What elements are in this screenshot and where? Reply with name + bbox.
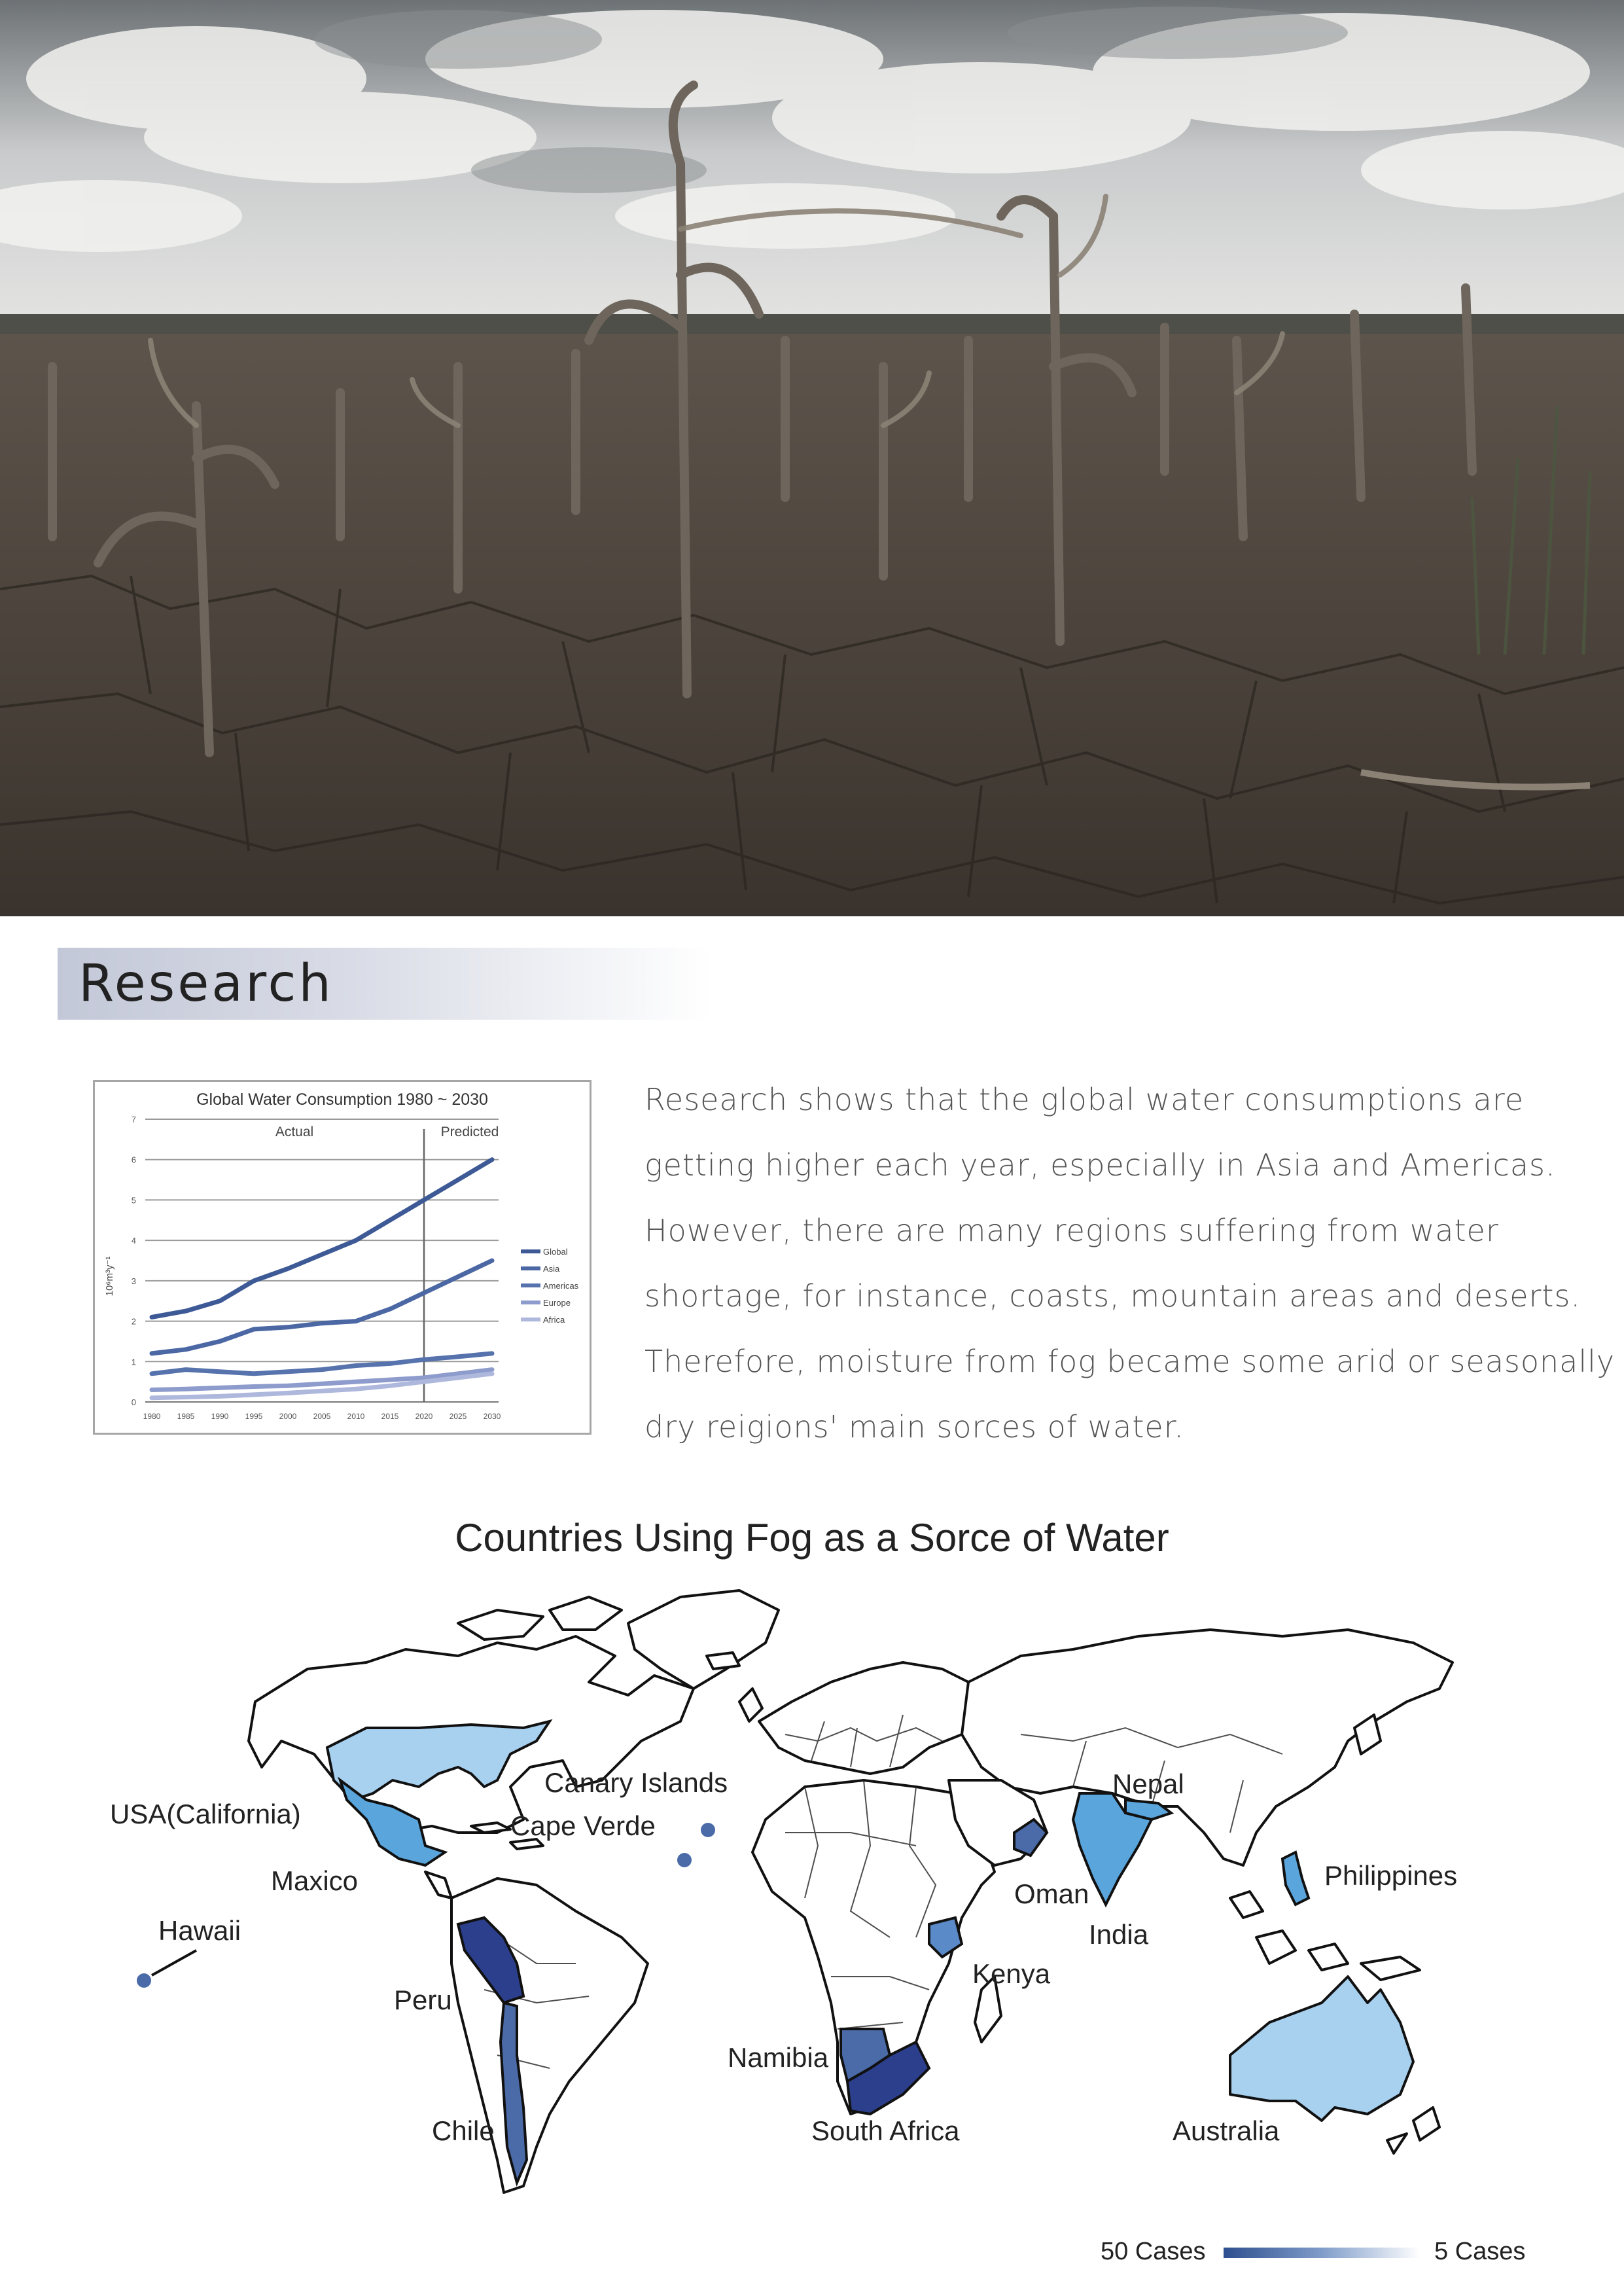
chart-svg bbox=[93, 1080, 591, 1435]
uk-shape bbox=[739, 1689, 762, 1721]
label-chile: Chile bbox=[432, 2115, 495, 2146]
new-zealand-shape bbox=[1387, 2108, 1439, 2153]
cape-verde-marker bbox=[677, 1853, 692, 1867]
research-paragraph bbox=[644, 1067, 1615, 1460]
label-philippines: Philippines bbox=[1324, 1860, 1458, 1891]
label-oman: Oman bbox=[1014, 1878, 1089, 1909]
world-fog-map bbox=[0, 1571, 1624, 2212]
map-legend bbox=[1093, 2232, 1551, 2271]
label-namibia: Namibia bbox=[728, 2042, 829, 2073]
label-australia: Australia bbox=[1173, 2115, 1280, 2146]
legend-gradient-bar bbox=[1224, 2248, 1420, 2258]
paragraph-line: Therefore, moisture from fog became some arid or seasonally bbox=[644, 1344, 1615, 1379]
x-tick-label: 1995 bbox=[245, 1412, 263, 1421]
legend-min-label: 5 Cases bbox=[1434, 2238, 1526, 2265]
legend-label-africa: Africa bbox=[543, 1315, 565, 1325]
label-south-africa: South Africa bbox=[811, 2115, 960, 2146]
europe-shape bbox=[759, 1662, 981, 1774]
philippines-region bbox=[1282, 1852, 1309, 1905]
canary-islands-marker bbox=[701, 1823, 715, 1837]
paragraph-line: shortage, for instance, coasts, mountain areas and deserts. bbox=[644, 1278, 1581, 1314]
label-hawaii: Hawaii bbox=[158, 1915, 241, 1946]
label-canary-islands: Canary Islands bbox=[544, 1767, 728, 1798]
y-tick-label: 0 bbox=[131, 1397, 136, 1407]
x-tick-label: 1980 bbox=[143, 1412, 161, 1421]
x-tick-label: 2010 bbox=[347, 1412, 365, 1421]
paragraph-line: getting higher each year, especially in Asia and Americas. bbox=[644, 1147, 1556, 1183]
y-tick-label: 6 bbox=[131, 1155, 136, 1165]
hero-photo bbox=[0, 0, 1624, 916]
x-tick-label: 1990 bbox=[211, 1412, 229, 1421]
label-nepal: Nepal bbox=[1112, 1768, 1184, 1799]
x-tick-label: 2015 bbox=[381, 1412, 399, 1421]
x-tick-label: 2005 bbox=[313, 1412, 331, 1421]
x-tick-label: 2000 bbox=[279, 1412, 297, 1421]
australia-shape bbox=[1230, 1977, 1413, 2121]
legend-label-americas: Americas bbox=[543, 1281, 579, 1291]
hawaii-leader bbox=[152, 1950, 196, 1975]
arctic-islands-shape bbox=[458, 1597, 622, 1640]
label-mexico: Maxico bbox=[271, 1865, 359, 1896]
annotation-predicted: Predicted bbox=[440, 1124, 499, 1139]
label-usa: USA(California) bbox=[110, 1799, 301, 1829]
y-tick-label: 7 bbox=[131, 1115, 136, 1124]
legend-label-europe: Europe bbox=[543, 1298, 571, 1308]
label-india: India bbox=[1089, 1919, 1149, 1950]
legend-max-label: 50 Cases bbox=[1101, 2238, 1206, 2265]
se-asia-islands-shape bbox=[1230, 1892, 1420, 1980]
water-consumption-chart bbox=[93, 1080, 591, 1435]
x-tick-label: 2030 bbox=[483, 1412, 501, 1421]
y-tick-label: 1 bbox=[131, 1357, 136, 1367]
y-tick-label: 3 bbox=[131, 1276, 136, 1286]
y-tick-label: 5 bbox=[131, 1195, 136, 1206]
hawaii-marker bbox=[137, 1973, 151, 1988]
paragraph-line: Research shows that the global water consumptions are bbox=[644, 1082, 1525, 1117]
greenland-shape bbox=[628, 1590, 779, 1689]
x-tick-label: 2020 bbox=[415, 1412, 433, 1421]
y-tick-label: 4 bbox=[131, 1236, 136, 1246]
iceland-shape bbox=[707, 1653, 739, 1669]
section-title: Research bbox=[79, 954, 334, 1013]
chart-title: Global Water Consumption 1980 ~ 2030 bbox=[196, 1090, 488, 1109]
drought-cornfield-illustration bbox=[0, 0, 1624, 916]
label-cape-verde: Cape Verde bbox=[510, 1810, 656, 1841]
y-axis-label: 10⁶m³y⁻¹ bbox=[104, 1256, 115, 1297]
map-title: Countries Using Fog as a Sorce of Water bbox=[455, 1516, 1169, 1560]
legend-label-global: Global bbox=[543, 1247, 568, 1257]
x-tick-label: 1985 bbox=[177, 1412, 195, 1421]
label-peru: Peru bbox=[394, 1984, 452, 2015]
y-tick-label: 2 bbox=[131, 1316, 136, 1327]
world-map-svg bbox=[0, 1571, 1624, 2212]
paragraph-line: dry reigions' main sorces of water. bbox=[644, 1409, 1185, 1444]
paragraph-line: However, there are many regions suffering from water bbox=[644, 1213, 1499, 1248]
label-kenya: Kenya bbox=[972, 1958, 1051, 1989]
x-tick-label: 2025 bbox=[449, 1412, 467, 1421]
annotation-actual: Actual bbox=[275, 1124, 314, 1139]
legend-label-asia: Asia bbox=[543, 1264, 560, 1274]
